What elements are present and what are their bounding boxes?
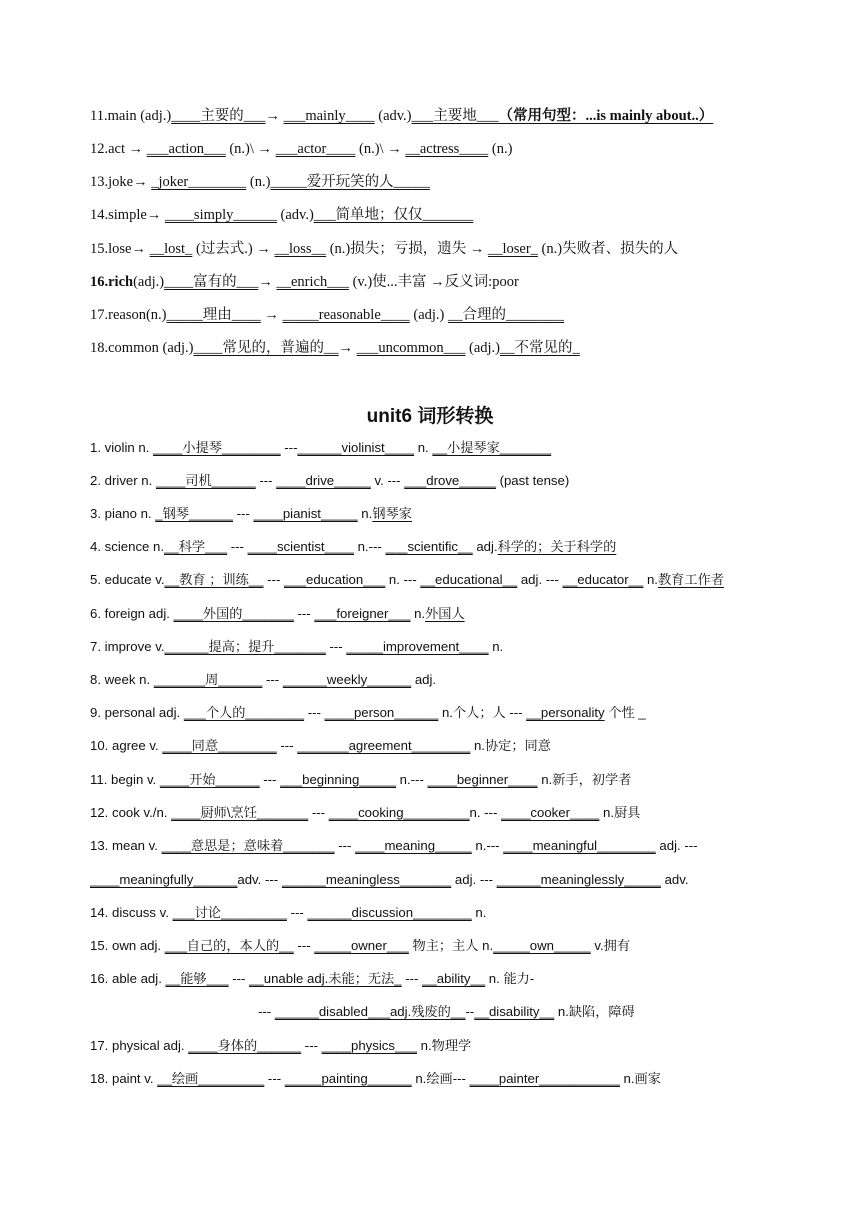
answer-blank: ____身体的______ [188, 1038, 302, 1053]
prompt-text: n.厨具 [599, 805, 641, 820]
prompt-text: (adj.) [465, 340, 500, 356]
answer-blank: 钢琴家 [372, 506, 412, 521]
prompt-text: → [265, 108, 284, 124]
answer-blank: ______提高；提升_______ [164, 639, 326, 654]
prompt-text: --- [228, 971, 250, 986]
prompt-text: → [258, 274, 277, 290]
prompt-text: n.协定；同意 [470, 738, 551, 753]
prompt-text: 1. violin n. [90, 440, 154, 455]
answer-blank: __disability__ [474, 1004, 555, 1019]
prompt-text: (n.)损失；亏损，遗失 → [326, 241, 488, 257]
answer-blank: ______meaningless_______ [281, 872, 452, 887]
prompt-text: n.画家 [619, 1071, 661, 1086]
prompt-text: 9. personal adj. [90, 705, 184, 720]
prompt-text: n. [643, 572, 658, 587]
answer-blank: ___mainly____ [283, 108, 375, 124]
prompt-text: --- [264, 1071, 285, 1086]
answer-blank: ______meaninglessly_____ [496, 872, 661, 887]
prompt-text: (adv.) [276, 207, 314, 223]
answer-blank: ____cooking_________ [328, 805, 470, 820]
answer-blank: ___foreigner___ [314, 606, 411, 621]
answer-blank: ____beginner____ [427, 772, 538, 787]
prompt-text: --- [334, 838, 356, 853]
prompt-text: (n.) [488, 141, 513, 157]
answer-blank: ____富有的___ [164, 274, 259, 290]
line-u18 [90, 1069, 661, 1089]
answer-blank: ___action___ [146, 141, 226, 157]
prompt-text: 13. mean v. [90, 838, 162, 853]
answer-blank: 教育工作者 [657, 572, 724, 587]
answer-blank: ____厨师\烹饪_______ [171, 805, 309, 820]
answer-blank: ___education___ [284, 572, 386, 587]
prompt-text: --- [263, 572, 285, 587]
line-u8 [90, 670, 436, 690]
prompt-text: n. --- [385, 572, 421, 587]
prompt-text: --- [255, 473, 277, 488]
answer-blank: ____scientist____ [247, 539, 354, 554]
prompt-text: --- [293, 938, 315, 953]
prompt-text: adj. --- [517, 572, 563, 587]
prompt-text: 15.lose→ [90, 241, 150, 257]
line-l12 [90, 139, 512, 159]
answer-blank: __不常见的_ [500, 340, 580, 356]
prompt-text: → [338, 340, 357, 356]
prompt-text: adj. [472, 539, 498, 554]
answer-blank: ___讨论_________ [172, 905, 287, 920]
line-u12 [90, 803, 640, 823]
line-u13b [90, 870, 689, 890]
prompt-text: n.绘画--- [411, 1071, 470, 1086]
prompt-text: --- [325, 639, 347, 654]
prompt-text: --- [280, 440, 298, 455]
prompt-text: --- [227, 539, 248, 554]
answer-blank: ____小提琴________ [153, 440, 281, 455]
answer-blank: 科学的；关于科学的 [497, 539, 617, 554]
line-u5 [90, 570, 724, 590]
line-u15 [90, 936, 630, 956]
prompt-text: n.新手，初学者 [537, 772, 632, 787]
prompt-text: adv. [660, 872, 689, 887]
prompt-text: 5. educate v. [90, 572, 165, 587]
answer-blank: ___actor____ [275, 141, 356, 157]
prompt-text: n.缺陷，障碍 [554, 1004, 635, 1019]
answer-blank: ____开始______ [159, 772, 260, 787]
answer-blank: ____meaningfully______ [90, 872, 238, 887]
prompt-text: 4. science n. [90, 539, 165, 554]
answer-blank: ____cooker____ [501, 805, 600, 820]
prompt-text: (adv.) [374, 108, 412, 124]
answer-blank: __ability__ [422, 971, 486, 986]
line-u7 [90, 637, 503, 657]
prompt-text: 18.common (adj.) [90, 340, 194, 356]
prompt-text: v. --- [370, 473, 405, 488]
answer-blank: _钢琴______ [155, 506, 233, 521]
section-heading: unit6 词形转换 [366, 406, 494, 427]
prompt-text: --- [276, 738, 298, 753]
prompt-text: 12. cook v./n. [90, 805, 172, 820]
prompt-text: n. 能力- [485, 971, 535, 986]
prompt-text: n. [357, 506, 373, 521]
answer-blank: ____主要的___ [171, 108, 266, 124]
line-u13 [90, 836, 698, 856]
answer-blank: __unable adj.未能；无法_ [249, 971, 402, 986]
prompt-text: n.个人；人 --- [438, 705, 527, 720]
prompt-text: 8. week n. [90, 672, 154, 687]
prompt-text: 2. driver n. [90, 473, 156, 488]
prompt-text: 16. able adj. [90, 971, 166, 986]
answer-blank: __loser_ [487, 241, 538, 257]
line-l11 [90, 106, 713, 126]
prompt-text: --- [258, 1004, 275, 1019]
answer-blank: ___个人的________ [183, 705, 305, 720]
answer-blank: _______agreement________ [297, 738, 471, 753]
prompt-text: --- [304, 705, 325, 720]
prompt-text: n.物理学 [416, 1038, 472, 1053]
answer-blank: ___主要地___ [411, 108, 499, 124]
answer-blank: __actress____ [405, 141, 489, 157]
answer-blank: ___uncommon___ [356, 340, 466, 356]
prompt-text: 12.act → [90, 141, 147, 157]
prompt-text: --- [286, 905, 308, 920]
prompt-text: 3. piano n. [90, 506, 156, 521]
answer-blank: __教育 ；训练__ [164, 572, 264, 587]
prompt-text: 17. physical adj. [90, 1038, 189, 1053]
prompt-text: adj. [411, 672, 437, 687]
answer-blank: ___简单地；仅仅_______ [313, 207, 474, 223]
answer-blank: ____painter___________ [469, 1071, 620, 1086]
prompt-text: 13.joke→ [90, 174, 152, 190]
prompt-text: n.--- [396, 772, 428, 787]
answer-blank: ____person______ [324, 705, 439, 720]
answer-blank: ______disabled___adj.残废的__ [274, 1004, 466, 1019]
answer-blank: ____司机______ [155, 473, 256, 488]
line-u3 [90, 504, 412, 524]
answer-blank: __enrich___ [276, 274, 349, 290]
answer-blank: __合理的________ [448, 307, 565, 323]
answer-blank: _____improvement____ [346, 639, 489, 654]
answer-blank: ____simply______ [164, 207, 277, 223]
line-u9 [90, 703, 646, 723]
answer-blank: ____同意________ [162, 738, 277, 753]
prompt-text: (过去式.) → [192, 241, 275, 257]
prompt-text: n. [414, 440, 433, 455]
prompt-text: v.拥有 [590, 938, 631, 953]
answer-blank: __科学___ [164, 539, 228, 554]
answer-blank: _joker________ [151, 174, 247, 190]
answer-blank: （常用句型：...is mainly about..） [498, 108, 714, 124]
prompt-text: (adj.) [133, 274, 165, 290]
prompt-text: (adj.) [409, 307, 449, 323]
answer-blank: __绘画_________ [157, 1071, 265, 1086]
line-l15 [90, 239, 678, 259]
line-l16 [90, 272, 519, 292]
line-l13 [90, 172, 430, 192]
prompt-text: 15. own adj. [90, 938, 165, 953]
answer-blank: ____意思是；意味着_______ [161, 838, 335, 853]
line-u16 [90, 969, 534, 989]
answer-blank: _____理由____ [166, 307, 261, 323]
prompt-text: --- [293, 606, 315, 621]
answer-blank: ___scientific__ [385, 539, 473, 554]
prompt-text: 14. discuss v. [90, 905, 173, 920]
prompt-text: 11. begin v. [90, 772, 160, 787]
answer-blank: ___drove_____ [404, 473, 496, 488]
answer-blank: _______周______ [153, 672, 263, 687]
answer-blank: _____reasonable____ [282, 307, 410, 323]
prompt-text: n. --- [469, 805, 502, 820]
prompt-text: adj. --- [451, 872, 497, 887]
prompt-text: n.--- [471, 838, 504, 853]
answer-blank: __personality [526, 705, 605, 720]
prompt-text: --- [262, 672, 283, 687]
prompt-text: (n.)\ → [225, 141, 276, 157]
prompt-text: (past tense) [495, 473, 570, 488]
answer-blank: _____爱开玩笑的人_____ [270, 174, 430, 190]
prompt-text: 6. foreign adj. [90, 606, 174, 621]
answer-blank: ____meaning_____ [355, 838, 472, 853]
answer-blank: __loss__ [274, 241, 327, 257]
prompt-text: (n.) [246, 174, 271, 190]
prompt-text: --- [301, 1038, 322, 1053]
prompt-text: (n.)\ → [355, 141, 406, 157]
prompt-text: n. [410, 606, 426, 621]
line-u11 [90, 770, 631, 790]
prompt-text: n. [488, 639, 504, 654]
prompt-text: n. [471, 905, 487, 920]
line-u16b [258, 1002, 635, 1022]
answer-blank: ____pianist_____ [253, 506, 358, 521]
line-u1 [90, 438, 551, 458]
prompt-text: → [260, 307, 283, 323]
prompt-text: --- [308, 805, 329, 820]
prompt-text: 个性 _ [604, 705, 646, 720]
answer-blank: __educator__ [562, 572, 644, 587]
answer-blank: ______weekly______ [282, 672, 412, 687]
answer-blank: ____meaningful________ [503, 838, 656, 853]
line-u10 [90, 736, 551, 756]
answer-blank: 外国人 [425, 606, 465, 621]
prompt-text: (v.)使...丰富 →反义词:poor [348, 274, 519, 290]
line-l14 [90, 205, 473, 225]
answer-blank: __能够___ [165, 971, 229, 986]
prompt-text: -- [465, 1004, 475, 1019]
prompt-text: (n.)失败者、损失的人 [537, 241, 679, 257]
prompt-text: 16.rich [90, 274, 134, 290]
prompt-text: 11.main (adj.) [90, 108, 172, 124]
answer-blank: _____owner___ [314, 938, 409, 953]
answer-blank: ____常见的，普遍的__ [193, 340, 339, 356]
line-u4 [90, 537, 616, 557]
answer-blank: ______violinist____ [297, 440, 415, 455]
prompt-text: 物主；主人 n. [408, 938, 494, 953]
prompt-text: --- [259, 772, 281, 787]
prompt-text: 18. paint v. [90, 1071, 158, 1086]
line-l18 [90, 338, 580, 358]
prompt-text: --- [232, 506, 254, 521]
prompt-text: --- [401, 971, 423, 986]
prompt-text: 10. agree v. [90, 738, 163, 753]
prompt-text: 7. improve v. [90, 639, 165, 654]
prompt-text: adv. --- [237, 872, 282, 887]
answer-blank: _____own_____ [493, 938, 591, 953]
answer-blank: ___自己的，本人的__ [164, 938, 294, 953]
line-u6 [90, 604, 465, 624]
prompt-text: adj. --- [655, 838, 698, 853]
answer-blank: _____painting______ [284, 1071, 412, 1086]
line-l17 [90, 305, 564, 325]
prompt-text: 17.reason(n.) [90, 307, 167, 323]
answer-blank: ____physics___ [321, 1038, 417, 1053]
prompt-text: n.--- [353, 539, 386, 554]
prompt-text: 14.simple→ [90, 207, 165, 223]
answer-blank: __educational__ [420, 572, 518, 587]
answer-blank: ____外国的_______ [173, 606, 294, 621]
answer-blank: ______discussion________ [307, 905, 472, 920]
line-u14 [90, 903, 486, 923]
answer-blank: ___beginning_____ [280, 772, 396, 787]
answer-blank: __lost_ [149, 241, 193, 257]
line-u17 [90, 1036, 471, 1056]
line-u2 [90, 471, 569, 491]
answer-blank: __小提琴家_______ [432, 440, 552, 455]
answer-blank: ____drive_____ [276, 473, 371, 488]
